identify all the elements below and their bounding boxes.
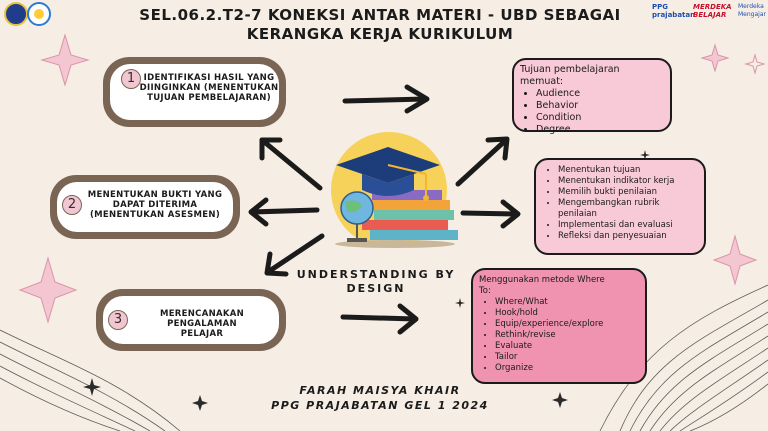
- institution-logo-icon: [4, 2, 28, 26]
- ppg-prajabatan-logo: [652, 3, 695, 19]
- ubd-line2: DESIGN: [346, 282, 406, 295]
- step-2-line1: MENENTUKAN BUKTI YANG: [87, 190, 223, 200]
- step-1-line3: TUJUAN PEMBELAJARAN): [147, 93, 271, 103]
- list-item: • Menentukan tujuan: [558, 165, 698, 176]
- step-1-pill: [103, 57, 286, 127]
- step-1-text: [139, 73, 279, 103]
- tujuan-box: [512, 58, 672, 135]
- page-title: [130, 6, 630, 44]
- author-credit: [240, 383, 520, 413]
- list-item: • Hook/hold: [495, 308, 639, 319]
- list-item: • Menentukan indikator kerja: [558, 176, 698, 187]
- list-item: • Where/What: [495, 297, 639, 308]
- list-item: • Audience: [536, 88, 664, 100]
- step-1-line2: DIINGINKAN (MENENTUKAN: [139, 83, 279, 93]
- author-program: PPG PRAJABATAN GEL 1 2024: [271, 399, 489, 412]
- list-item: • Rethink/revise: [495, 330, 639, 341]
- ubd-line1: UNDERSTANDING BY: [296, 268, 456, 281]
- list-item: • Memilih bukti penilaian: [558, 187, 698, 198]
- list-item: • Equip/experience/explore: [495, 319, 639, 330]
- where-list: [479, 297, 639, 374]
- tut-wuri-logo-icon: [27, 2, 51, 26]
- list-item: • Organize: [495, 363, 639, 374]
- merdeka-logo-line2: BELAJAR: [693, 11, 727, 19]
- asesmen-box: [534, 158, 706, 255]
- list-item: • Evaluate: [495, 341, 639, 352]
- step-2-text: [80, 190, 230, 220]
- mengajar-logo-line1: Merdeka: [738, 3, 764, 10]
- list-item: • Refleksi dan penyesuaian: [558, 231, 698, 242]
- step-1-number: 1: [121, 69, 141, 89]
- author-name: FARAH MAISYA KHAIR: [299, 384, 461, 397]
- list-item: • Condition: [536, 112, 664, 124]
- list-item: • Degree: [536, 124, 664, 136]
- step-3-number: 3: [108, 310, 128, 330]
- merdeka-logo-line1: MERDEKA: [693, 3, 732, 11]
- step-3-text: [126, 309, 278, 339]
- where-to-box: [471, 268, 647, 384]
- mengajar-logo-line2: Mengajar: [738, 11, 766, 18]
- ppg-logo-line1: PPG: [652, 3, 669, 11]
- where-heading: Menggunakan metode Where To:: [479, 275, 605, 296]
- graduation-books-illustration: [331, 132, 458, 248]
- list-item: • Mengembangkan rubrik penilaian: [558, 198, 698, 220]
- list-item: • Behavior: [536, 100, 664, 112]
- step-2-pill: [50, 175, 240, 239]
- title-line-2: KERANGKA KERJA KURIKULUM: [246, 25, 514, 43]
- step-2-number: 2: [62, 195, 82, 215]
- step-3-pill: [96, 289, 286, 351]
- tujuan-heading: Tujuan pembelajaran memuat:: [520, 64, 620, 87]
- list-item: • Tailor: [495, 352, 639, 363]
- step-2-line3: (MENENTUKAN ASESMEN): [89, 210, 220, 220]
- ubd-center-label: [296, 268, 456, 296]
- step-2-line2: DAPAT DITERIMA: [112, 200, 198, 210]
- merdeka-belajar-logo: [693, 3, 732, 19]
- list-item: • Implementasi dan evaluasi: [558, 220, 698, 231]
- title-line-1: SEL.06.2.T2-7 KONEKSI ANTAR MATERI - UBD SEBAGAI: [139, 6, 621, 24]
- ppg-logo-line2: prajabatan: [652, 11, 696, 19]
- tujuan-list: [520, 88, 664, 136]
- step-3-line1: MERENCANAKAN PENGALAMAN: [159, 309, 245, 329]
- asesmen-list: [542, 165, 698, 242]
- merdeka-mengajar-logo: [738, 3, 766, 19]
- step-1-line1: IDENTIFIKASI HASIL YANG: [143, 73, 275, 83]
- step-3-line2: PELAJAR: [180, 329, 224, 339]
